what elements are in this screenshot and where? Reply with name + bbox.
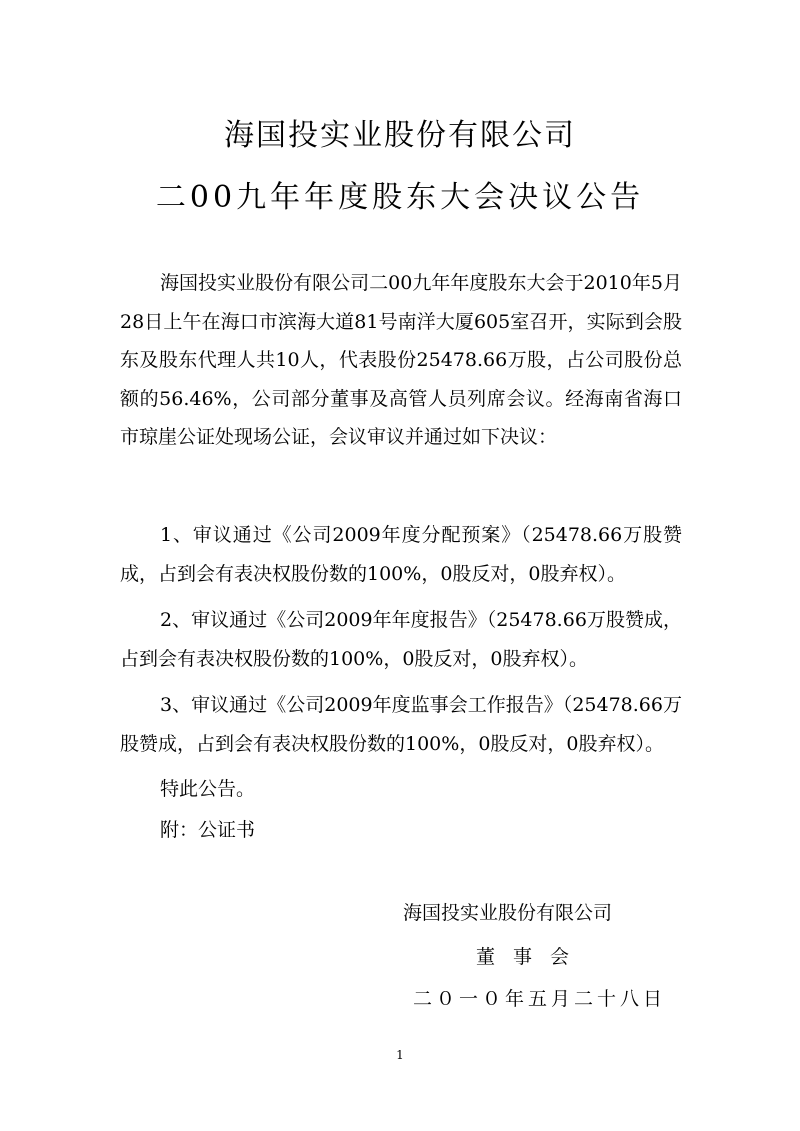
closing-statement: 特此公告。: [160, 778, 256, 800]
company-title: 海国投实业股份有限公司: [224, 118, 576, 153]
resolution-text: 3、审议通过《公司2009年度监事会工作报告》（25478.66万股赞成，占到会有表决权股份数的100%，0股反对，0股弃权）。: [120, 694, 682, 755]
attachment-note: 附：公证书: [160, 819, 256, 841]
signature-board: 董事会: [476, 946, 588, 968]
closing-section: [120, 770, 682, 809]
signature-company: 海国投实业股份有限公司: [403, 902, 613, 924]
page-number: 1: [396, 1048, 404, 1062]
signature-date: 二０一０年五月二十八日: [413, 988, 667, 1010]
resolution-text: 2、审议通过《公司2009年年度报告》（25478.66万股赞成，占到会有表决权股份数的100%，0股反对，0股弃权）。: [120, 609, 682, 670]
intro-paragraph: 海国投实业股份有限公司二00九年年度股东大会于2010年5月28日上午在海口市滨海大道81号南洋大厦605室召开，实际到会股东及股东代理人共10人，代表股份25478.66万股，占公司股份总额的56.46%，公司部分董事及高管人员列席会议。经海南省海口市琼崖公证处现场公证，会议审议并通过如下决议：: [120, 272, 682, 448]
resolution-text: 1、审议通过《公司2009年度分配预案》（25478.66万股赞成，占到会有表决权股份数的100%，0股反对，0股弃权）。: [120, 524, 682, 585]
document-title: 二00九年年度股东大会决议公告: [155, 180, 645, 215]
resolution-item-3: [120, 686, 682, 763]
resolution-item-1: [120, 516, 682, 593]
attachment-section: [120, 811, 682, 850]
intro-section: [120, 264, 682, 457]
resolution-item-2: [120, 601, 682, 678]
